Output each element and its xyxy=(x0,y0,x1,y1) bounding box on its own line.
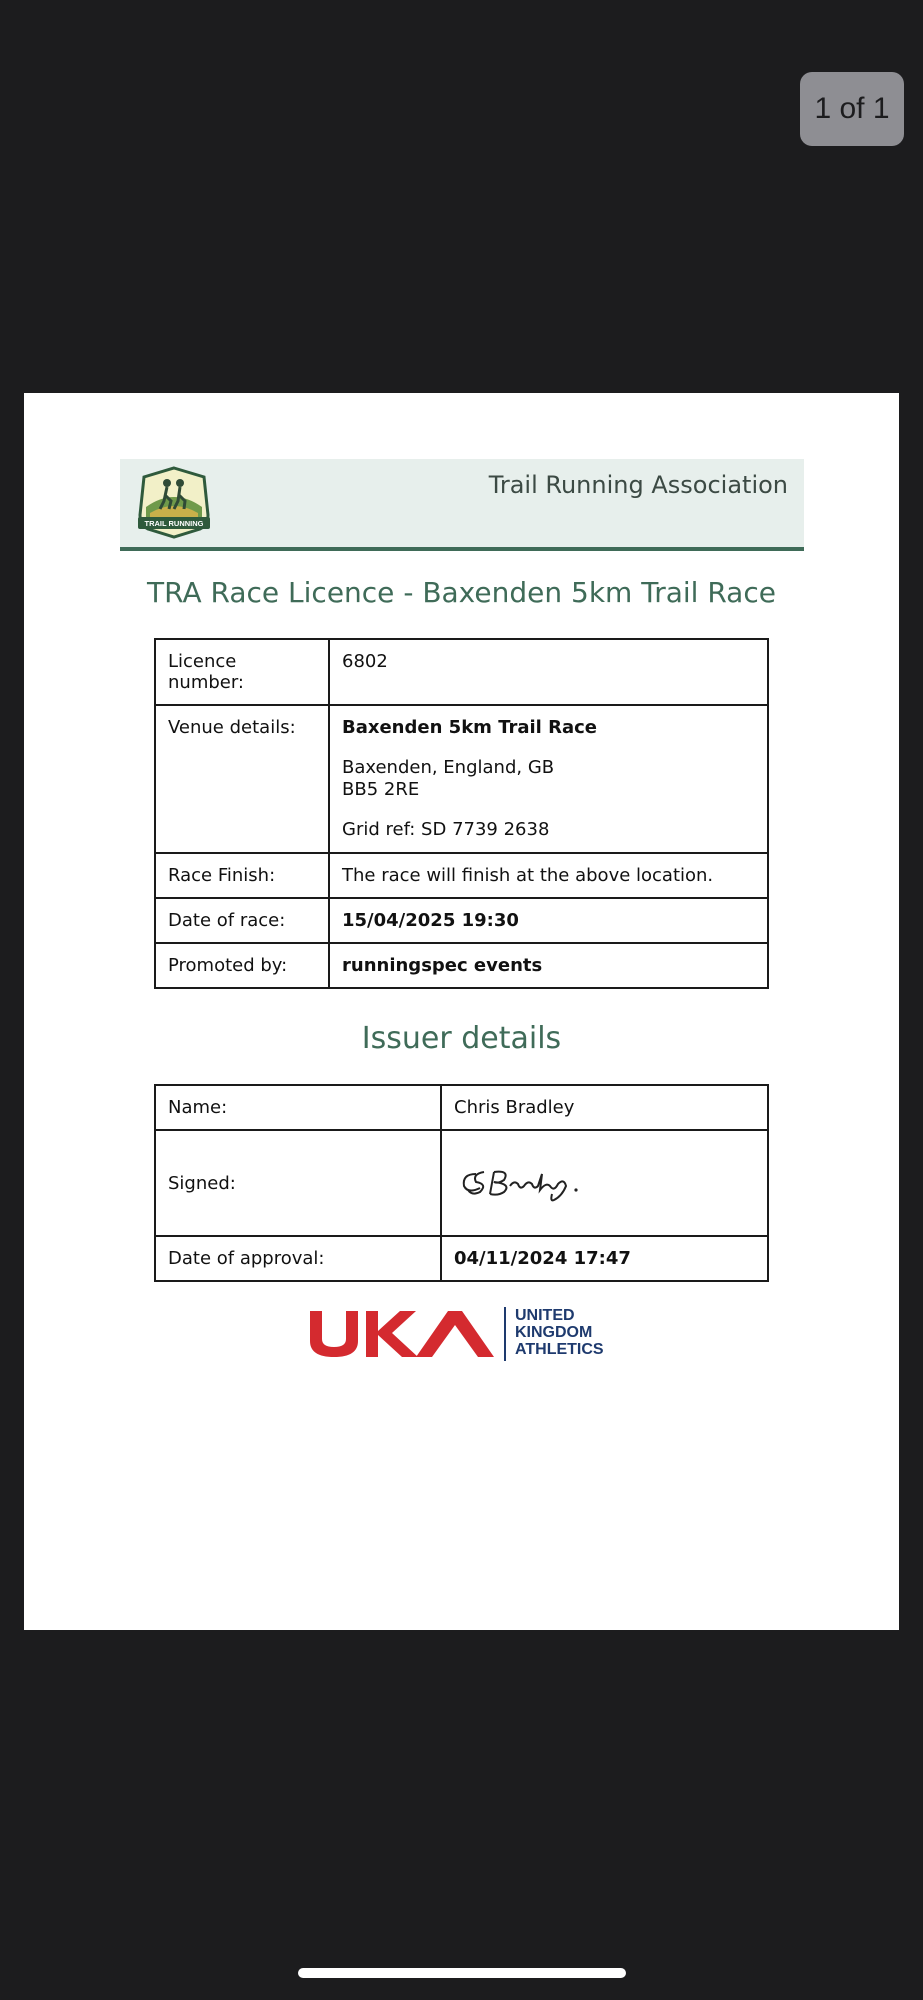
table-row xyxy=(155,1236,768,1281)
uka-line-kingdom: KINGDOM xyxy=(515,1324,593,1341)
home-indicator[interactable] xyxy=(298,1968,626,1978)
signature-cell xyxy=(441,1130,768,1236)
issuer-name-label: Name: xyxy=(155,1085,441,1130)
race-finish-value: The race will finish at the above location. xyxy=(329,853,768,898)
page-counter: 1 of 1 xyxy=(800,72,904,146)
approval-date-label: Date of approval: xyxy=(155,1236,441,1281)
uka-divider xyxy=(504,1307,506,1361)
venue-postcode: BB5 2RE xyxy=(342,779,420,800)
venue-address: Baxenden, England, GB xyxy=(342,757,555,778)
race-date-label: Date of race: xyxy=(155,898,329,943)
document-page xyxy=(24,393,899,1630)
issuer-heading: Issuer details xyxy=(361,1021,562,1056)
uka-line-united: UNITED xyxy=(515,1307,575,1324)
signed-label: Signed: xyxy=(155,1130,441,1236)
table-row xyxy=(155,943,768,988)
table-row xyxy=(155,639,768,705)
table-row xyxy=(155,853,768,898)
table-row xyxy=(155,1085,768,1130)
table-row xyxy=(155,705,768,853)
venue-details-value xyxy=(329,705,768,853)
venue-name: Baxenden 5km Trail Race xyxy=(342,717,598,738)
uka-line-athletics: ATHLETICS xyxy=(515,1341,604,1358)
race-date-value: 15/04/2025 19:30 xyxy=(329,898,768,943)
uka-wordmark xyxy=(308,1309,500,1359)
signature-image xyxy=(454,1160,604,1206)
table-row xyxy=(155,898,768,943)
promoter-value: runningspec events xyxy=(329,943,768,988)
approval-date-value: 04/11/2024 17:47 xyxy=(441,1236,768,1281)
uka-logo xyxy=(308,1307,638,1367)
venue-details-label: Venue details: xyxy=(155,705,329,853)
organisation-name: Trail Running Association xyxy=(488,471,788,499)
licence-number-value: 6802 xyxy=(329,639,768,705)
svg-text:TRAIL RUNNING: TRAIL RUNNING xyxy=(144,519,204,528)
promoter-label: Promoted by: xyxy=(155,943,329,988)
table-row xyxy=(155,1130,768,1236)
licence-table xyxy=(154,638,769,989)
issuer-table xyxy=(154,1084,769,1282)
trail-running-logo xyxy=(134,465,214,541)
race-finish-label: Race Finish: xyxy=(155,853,329,898)
licence-title: TRA Race Licence - Baxenden 5km Trail Race xyxy=(147,576,776,609)
header-banner xyxy=(120,459,804,551)
uka-text xyxy=(515,1307,604,1358)
licence-number-label: Licence number: xyxy=(155,639,329,705)
issuer-name-value: Chris Bradley xyxy=(441,1085,768,1130)
grid-reference: Grid ref: SD 7739 2638 xyxy=(342,819,550,840)
